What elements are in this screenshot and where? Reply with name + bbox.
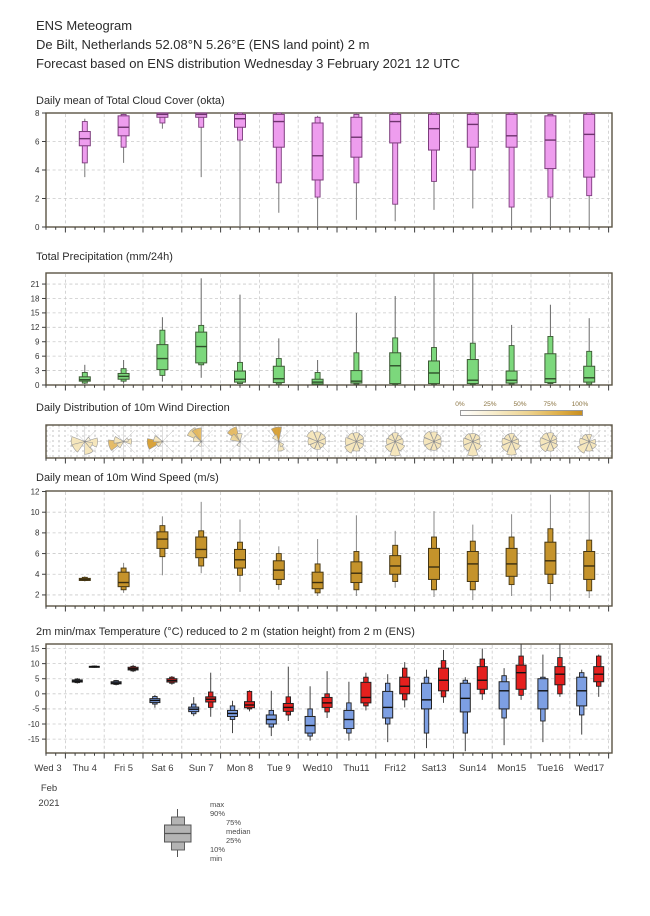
- svg-text:Wed17: Wed17: [574, 763, 605, 774]
- box-cloud_cover-Fri5: [118, 113, 129, 163]
- windrose-day-Tue9: [263, 426, 295, 458]
- legend-75-label: 75%: [226, 818, 242, 827]
- svg-text:6: 6: [35, 137, 40, 147]
- legend-min-label: min: [210, 854, 223, 863]
- svg-text:Tue 9: Tue 9: [266, 763, 291, 774]
- box-precipitation-Thu4: [79, 365, 90, 384]
- svg-text:4: 4: [35, 165, 40, 175]
- svg-text:Sun 7: Sun 7: [188, 763, 214, 774]
- boxplot-legend-glyph: [165, 809, 192, 857]
- box-precipitation-Wed10: [312, 360, 323, 385]
- box-max-temperature-Mon8: [245, 690, 255, 711]
- windrose-day-Thu4: [69, 426, 101, 458]
- box-wind_speed-Mon15: [506, 514, 517, 596]
- box-min-temperature-Sat6: [150, 695, 160, 708]
- svg-text:-10: -10: [27, 719, 40, 729]
- box-precipitation-Sat6: [157, 317, 168, 381]
- svg-text:Thu11: Thu11: [343, 763, 370, 774]
- box-max-temperature-Sat13: [439, 650, 449, 703]
- svg-text:Sat 6: Sat 6: [151, 763, 174, 774]
- panel-title-cloud-cover: Daily mean of Total Cloud Cover (okta): [36, 95, 225, 107]
- box-max-temperature-Sun14: [477, 649, 487, 700]
- box-max-temperature-Sun7: [206, 673, 216, 717]
- box-min-temperature-Wed17: [577, 670, 587, 735]
- legend-max-label: max: [210, 800, 225, 809]
- box-max-temperature-Mon15: [516, 644, 526, 700]
- svg-text:10: 10: [30, 508, 40, 518]
- svg-text:Thu 4: Thu 4: [72, 763, 97, 774]
- box-max-temperature-Wed10: [322, 671, 332, 718]
- windrose-legend-25: 25%: [483, 401, 497, 408]
- box-cloud_cover-Sat13: [429, 113, 440, 210]
- svg-text:0: 0: [35, 689, 40, 699]
- windrose-day-Fri12: [379, 426, 411, 458]
- svg-text:6: 6: [35, 549, 40, 559]
- windrose-day-Sat6: [146, 426, 178, 458]
- box-wind_speed-Tue16: [545, 495, 556, 602]
- windrose-day-Tue16: [534, 426, 566, 458]
- box-min-temperature-Wed10: [305, 686, 315, 740]
- box-max-temperature-Sat6: [167, 676, 177, 685]
- box-precipitation-Sun14: [467, 273, 478, 385]
- box-wind_speed-Wed10: [312, 539, 323, 596]
- svg-text:0: 0: [35, 380, 40, 390]
- box-wind_speed-Sun14: [467, 525, 478, 600]
- temperature-panel: [28, 644, 612, 759]
- box-min-temperature-Sun14: [460, 677, 470, 751]
- precipitation-panel: [31, 273, 612, 391]
- box-wind_speed-Thu11: [351, 515, 362, 596]
- box-precipitation-Tue16: [545, 305, 556, 385]
- svg-text:Wed 3: Wed 3: [34, 763, 62, 774]
- svg-text:2: 2: [35, 194, 40, 204]
- windrose-day-Sun7: [185, 426, 217, 458]
- box-wind_speed-Thu4: [79, 576, 90, 581]
- box-cloud_cover-Tue16: [545, 114, 556, 227]
- year-label: 2021: [38, 798, 60, 809]
- svg-text:Sun14: Sun14: [459, 763, 487, 774]
- legend-90-label: 90%: [210, 809, 226, 818]
- box-precipitation-Sat13: [429, 273, 440, 385]
- svg-text:10: 10: [30, 659, 40, 669]
- panel-title-precipitation: Total Precipitation (mm/24h): [36, 251, 173, 263]
- box-max-temperature-Tue16: [555, 644, 565, 697]
- windrose-day-Fri5: [108, 426, 140, 458]
- box-wind_speed-Sat13: [429, 511, 440, 597]
- box-precipitation-Fri5: [118, 360, 129, 384]
- box-precipitation-Fri12: [390, 296, 401, 385]
- box-wind_speed-Mon8: [235, 519, 246, 591]
- box-cloud_cover-Wed10: [312, 116, 323, 227]
- windrose-legend-0: 0%: [455, 401, 465, 408]
- legend-median-label: median: [226, 827, 251, 836]
- svg-text:Fri12: Fri12: [384, 763, 407, 774]
- panel-title-wind-speed: Daily mean of 10m Wind Speed (m/s): [36, 472, 219, 484]
- svg-text:5: 5: [35, 674, 40, 684]
- svg-text:0: 0: [35, 222, 40, 232]
- box-wind_speed-Fri5: [118, 563, 129, 593]
- svg-text:Mon 8: Mon 8: [226, 763, 254, 774]
- box-precipitation-Wed17: [584, 318, 595, 385]
- svg-text:3: 3: [35, 366, 40, 376]
- box-max-temperature-Fri5: [128, 665, 138, 672]
- box-min-temperature-Sat13: [422, 670, 432, 749]
- svg-text:15: 15: [30, 308, 40, 318]
- windrose-day-Mon8: [224, 426, 256, 458]
- svg-text:6: 6: [35, 351, 40, 361]
- x-axis-day-labels: [34, 763, 604, 774]
- windrose-day-Thu11: [340, 426, 372, 458]
- forecast-basis: Forecast based on ENS distribution Wednesday 3 February 2021 12 UTC: [36, 56, 460, 71]
- wind_speed-panel: [31, 487, 612, 611]
- box-min-temperature-Fri12: [383, 674, 393, 742]
- svg-text:-5: -5: [32, 704, 40, 714]
- windrose-day-Wed17: [573, 426, 605, 458]
- box-min-temperature-Mon15: [499, 668, 509, 745]
- box-max-temperature-Wed17: [594, 655, 604, 697]
- box-min-temperature-Tue9: [266, 691, 276, 736]
- svg-text:Wed10: Wed10: [302, 763, 333, 774]
- box-min-temperature-Thu11: [344, 682, 354, 741]
- box-cloud_cover-Sat6: [157, 113, 168, 129]
- windrose-legend-75: 75%: [543, 401, 557, 408]
- month-label: Feb: [40, 783, 58, 794]
- box-precipitation-Thu11: [351, 313, 362, 385]
- box-min-temperature-Sun7: [189, 697, 199, 716]
- box-cloud_cover-Fri12: [390, 113, 401, 221]
- windrose-legend-100: 100%: [571, 401, 589, 408]
- windrose-legend-50: 50%: [513, 401, 527, 408]
- box-wind_speed-Wed17: [584, 491, 595, 598]
- box-min-temperature-Mon8: [228, 701, 238, 733]
- panel-title-wind-direction: Daily Distribution of 10m Wind Direction: [36, 402, 230, 414]
- box-min-temperature-Tue16: [538, 655, 548, 743]
- box-max-temperature-Thu4: [89, 665, 99, 667]
- windrose-legend-gradient-bar: [460, 410, 583, 416]
- box-cloud_cover-Thu4: [79, 119, 90, 177]
- cloud_cover-panel: [35, 109, 612, 233]
- svg-text:9: 9: [35, 337, 40, 347]
- svg-text:21: 21: [30, 279, 40, 289]
- svg-text:12: 12: [30, 323, 40, 333]
- panel-title-temperature: 2m min/max Temperature (°C) reduced to 2 m (station height) from 2 m (ENS): [36, 626, 415, 638]
- box-cloud_cover-Sun7: [196, 113, 207, 177]
- box-wind_speed-Tue9: [273, 546, 284, 589]
- svg-text:Tue16: Tue16: [537, 763, 564, 774]
- box-cloud_cover-Wed17: [584, 113, 595, 227]
- box-precipitation-Sun7: [196, 278, 207, 378]
- svg-text:18: 18: [30, 294, 40, 304]
- box-cloud_cover-Tue9: [273, 113, 284, 213]
- legend-10-label: 10%: [210, 845, 226, 854]
- svg-text:Fri 5: Fri 5: [114, 763, 134, 774]
- box-cloud_cover-Sun14: [467, 113, 478, 208]
- box-precipitation-Mon15: [506, 325, 517, 385]
- windrose-day-Wed10: [302, 426, 334, 458]
- svg-text:Sat13: Sat13: [421, 763, 447, 774]
- svg-text:12: 12: [30, 487, 40, 497]
- box-cloud_cover-Thu11: [351, 113, 362, 220]
- legend-25-label: 25%: [226, 836, 242, 845]
- windrose-day-Sat13: [418, 426, 450, 458]
- wind_direction-panel: [46, 425, 612, 464]
- windrose-day-Mon15: [496, 426, 528, 458]
- svg-text:-15: -15: [27, 734, 40, 744]
- svg-text:8: 8: [35, 528, 40, 538]
- svg-text:4: 4: [35, 570, 40, 580]
- box-wind_speed-Sat6: [157, 516, 168, 575]
- page-title: ENS Meteogram: [36, 18, 133, 33]
- box-min-temperature-Fri5: [111, 680, 121, 685]
- box-precipitation-Mon8: [235, 295, 246, 385]
- box-max-temperature-Fri12: [400, 662, 410, 707]
- box-wind_speed-Fri12: [390, 531, 401, 588]
- station-subtitle: De Bilt, Netherlands 52.08°N 5.26°E (ENS land point) 2 m: [36, 37, 370, 52]
- svg-text:8: 8: [35, 108, 40, 118]
- windrose-day-Sun14: [457, 426, 489, 458]
- svg-text:Mon15: Mon15: [497, 763, 527, 774]
- svg-text:2: 2: [35, 590, 40, 600]
- svg-text:15: 15: [30, 644, 40, 654]
- box-precipitation-Tue9: [273, 338, 284, 385]
